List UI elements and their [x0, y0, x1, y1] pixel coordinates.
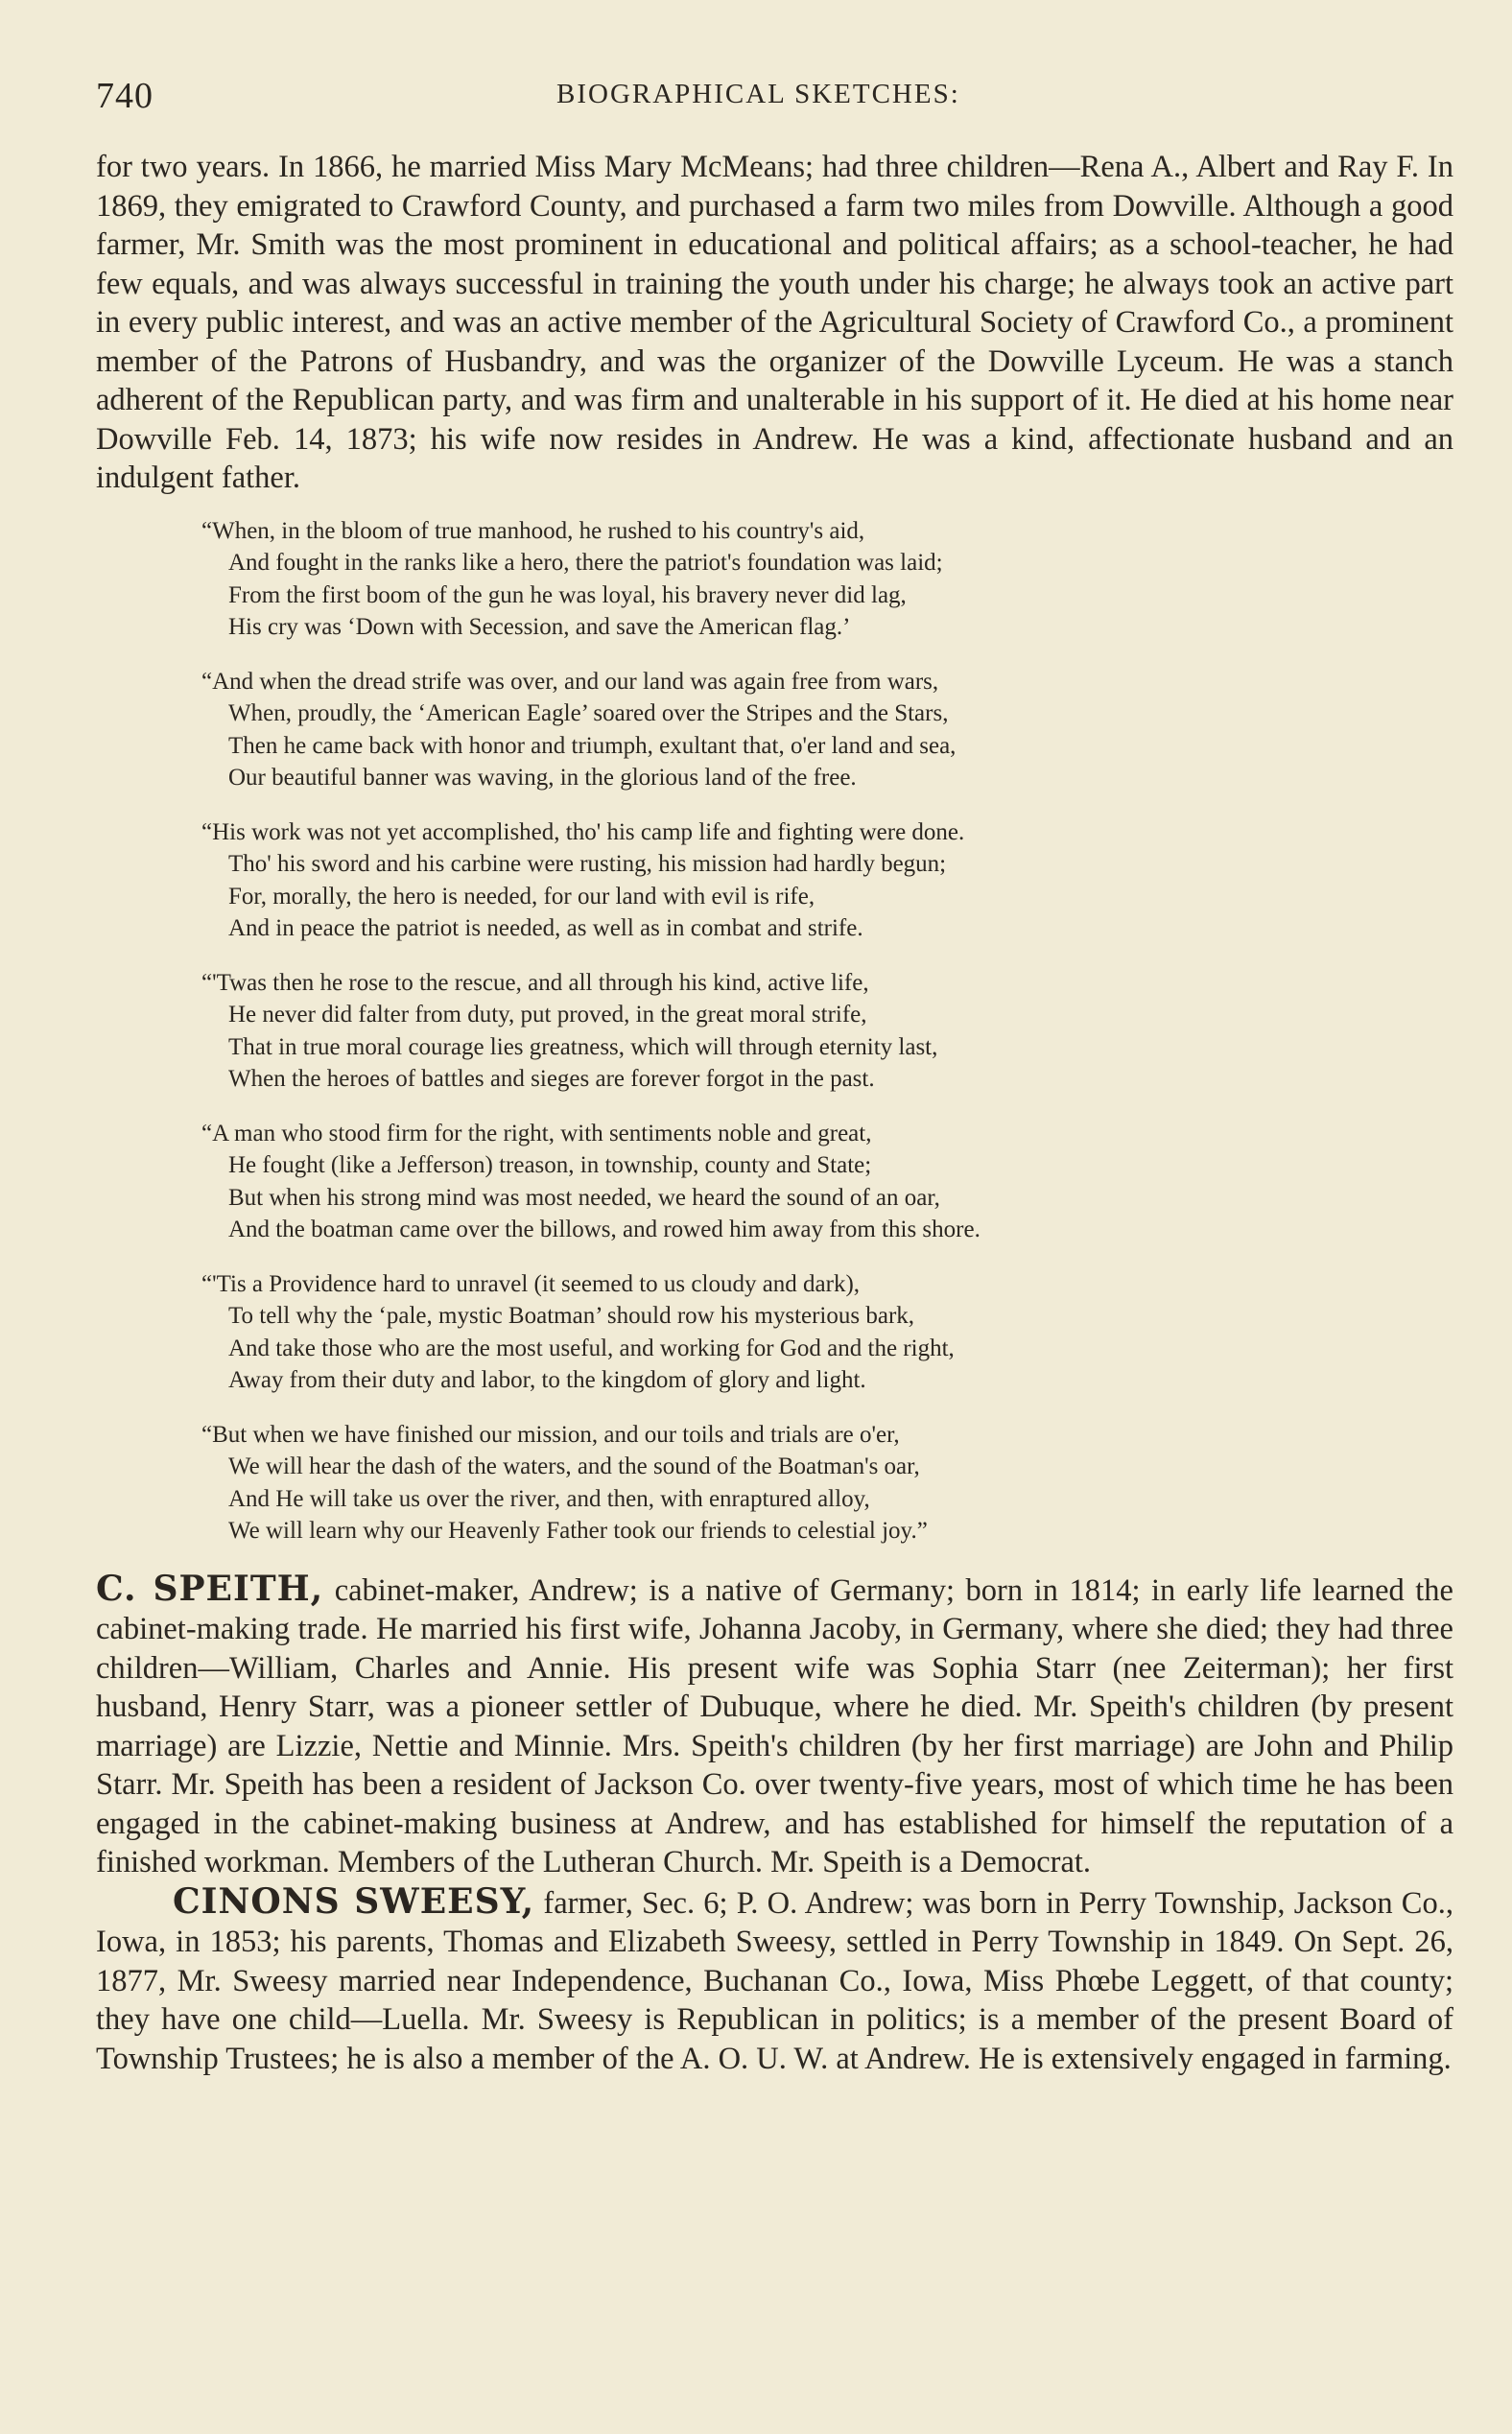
running-head — [96, 67, 1453, 125]
poem-stanza — [201, 515, 1453, 644]
poem-line: “And when the dread strife was over, and our land was again free from wars, — [201, 668, 939, 695]
poem-line: For, morally, the hero is needed, for our land with evil is rife, — [228, 883, 815, 910]
sketch-name-sweesy: CINONS SWEESY, — [173, 1880, 535, 1922]
page-number: 740 — [96, 76, 154, 116]
poem-stanza — [201, 666, 1453, 794]
running-title: BIOGRAPHICAL SKETCHES: — [556, 79, 960, 109]
poem-line: We will hear the dash of the waters, and the sound of the Boatman's oar, — [228, 1453, 920, 1479]
poem-stanza — [201, 1118, 1453, 1246]
sketch-text-speith: cabinet-maker, Andrew; is a native of Germany; born in 1814; in early life learned the cabinet-making trade. He married his first wife, Johanna Jacoby, in Germany, where she died; they had three children—William, Charles and Annie. His present wife was Sophia Starr (nee Zeiterman); her first husband, Henry Starr, was a pioneer settler of Dubuque, where he died. Mr. Speith's children (by present marriage) are Lizzie, Nettie and Minnie. Mrs. Speith's children (by her first marriage) are John and Philip Starr. Mr. Speith has been a resident of Jackson Co. over twenty-five years, most of which time he has been engaged in the cabinet-making business at Andrew, and has established for himself the reputation of a finished workman. Members of the Lutheran Church. Mr. Speith is a Democrat. — [96, 1572, 1453, 1879]
poem-line: But when his strong mind was most needed, we heard the sound of an oar, — [228, 1184, 940, 1211]
poem-line: “His work was not yet accomplished, tho' his camp life and fighting were done. — [201, 818, 965, 845]
sketch-text-sweesy: farmer, Sec. 6; P. O. Andrew; was born in Perry Township, Jackson Co., Iowa, in 1853; his parents, Thomas and Elizabeth Sweesy, settled in Perry Township in 1849. On Sept. 26, 1877, Mr. Sweesy married near Independence, Buchanan Co., Iowa, Miss Phœbe Leggett, of that county; they have one child—Luella. Mr. Sweesy is Republican in politics; is a member of the present Board of Township Trustees; he is also a member of the A. O. U. W. at Andrew. He is extensively engaged in farming. — [96, 1885, 1453, 2076]
poem-stanza — [201, 1419, 1453, 1548]
book-page — [96, 67, 1453, 2078]
poem-line: “A man who stood firm for the right, with sentiments noble and great, — [201, 1120, 872, 1146]
poem-line: Away from their duty and labor, to the kingdom of glory and light. — [228, 1367, 866, 1393]
poem-line: When the heroes of battles and sieges are forever forgot in the past. — [228, 1066, 875, 1092]
poem-line: “'Twas then he rose to the rescue, and all through his kind, active life, — [201, 969, 869, 996]
poem-line: And in peace the patriot is needed, as well as in combat and strife. — [228, 915, 863, 941]
poem-line: “'Tis a Providence hard to unravel (it seemed to us cloudy and dark), — [201, 1270, 861, 1297]
sketch-speith — [96, 1570, 1453, 1882]
poem-line: His cry was ‘Down with Secession, and save the American flag.’ — [228, 614, 851, 640]
sketch-name-speith: C. SPEITH, — [96, 1568, 324, 1609]
poem-line: Our beautiful banner was waving, in the glorious land of the free. — [228, 765, 857, 791]
poem-line: And fought in the ranks like a hero, there the patriot's foundation was laid; — [228, 550, 943, 576]
poem-line: And take those who are the most useful, and working for God and the right, — [228, 1335, 955, 1361]
poem-line: “But when we have finished our mission, and our toils and trials are o'er, — [201, 1421, 900, 1448]
poem-stanza — [201, 1268, 1453, 1397]
poem-line: When, proudly, the ‘American Eagle’ soared over the Stripes and the Stars, — [228, 700, 949, 726]
poem-line: That in true moral courage lies greatness, which will through eternity last, — [228, 1033, 938, 1060]
poem-line: We will learn why our Heavenly Father took our friends to celestial joy.” — [228, 1518, 928, 1544]
memorial-poem — [201, 515, 1453, 1548]
poem-line: From the first boom of the gun he was loyal, his bravery never did lag, — [228, 581, 907, 608]
poem-line: And the boatman came over the billows, and rowed him away from this shore. — [228, 1217, 980, 1242]
poem-line: “When, in the bloom of true manhood, he rushed to his country's aid, — [201, 517, 865, 544]
poem-stanza — [201, 816, 1453, 945]
poem-line: To tell why the ‘pale, mystic Boatman’ should row his mysterious bark, — [228, 1303, 915, 1329]
poem-stanza — [201, 967, 1453, 1096]
poem-line: He never did falter from duty, put proved, in the great moral strife, — [228, 1002, 867, 1028]
poem-line: He fought (like a Jefferson) treason, in township, county and State; — [228, 1152, 872, 1178]
sketch-sweesy — [96, 1882, 1453, 2079]
intro-paragraph: for two years. In 1866, he married Miss Mary McMeans; had three children—Rena A., Albert and Ray F. In 1869, they emigrated to Crawford County, and purchased a farm two miles from Dowville. Although a good farmer, Mr. Smith was the most prominent in educational and political affairs; as a school-teacher, he had few equals, and was always successful in training the youth under his charge; he always took an active part in every public interest, and was an active member of the Agricultural Society of Crawford Co., a prominent member of the Patrons of Husbandry, and was the organizer of the Dowville Lyceum. He was a stanch adherent of the Republican party, and was firm and unalterable in his support of it. He died at his home near Dowville Feb. 14, 1873; his wife now resides in Andrew. He was a kind, affectionate husband and an indulgent father. — [96, 150, 1453, 495]
poem-line: Tho' his sword and his carbine were rusting, his mission had hardly begun; — [228, 851, 947, 877]
poem-line: And He will take us over the river, and then, with enraptured alloy, — [228, 1485, 870, 1512]
poem-line: Then he came back with honor and triumph, exultant that, o'er land and sea, — [228, 732, 957, 759]
